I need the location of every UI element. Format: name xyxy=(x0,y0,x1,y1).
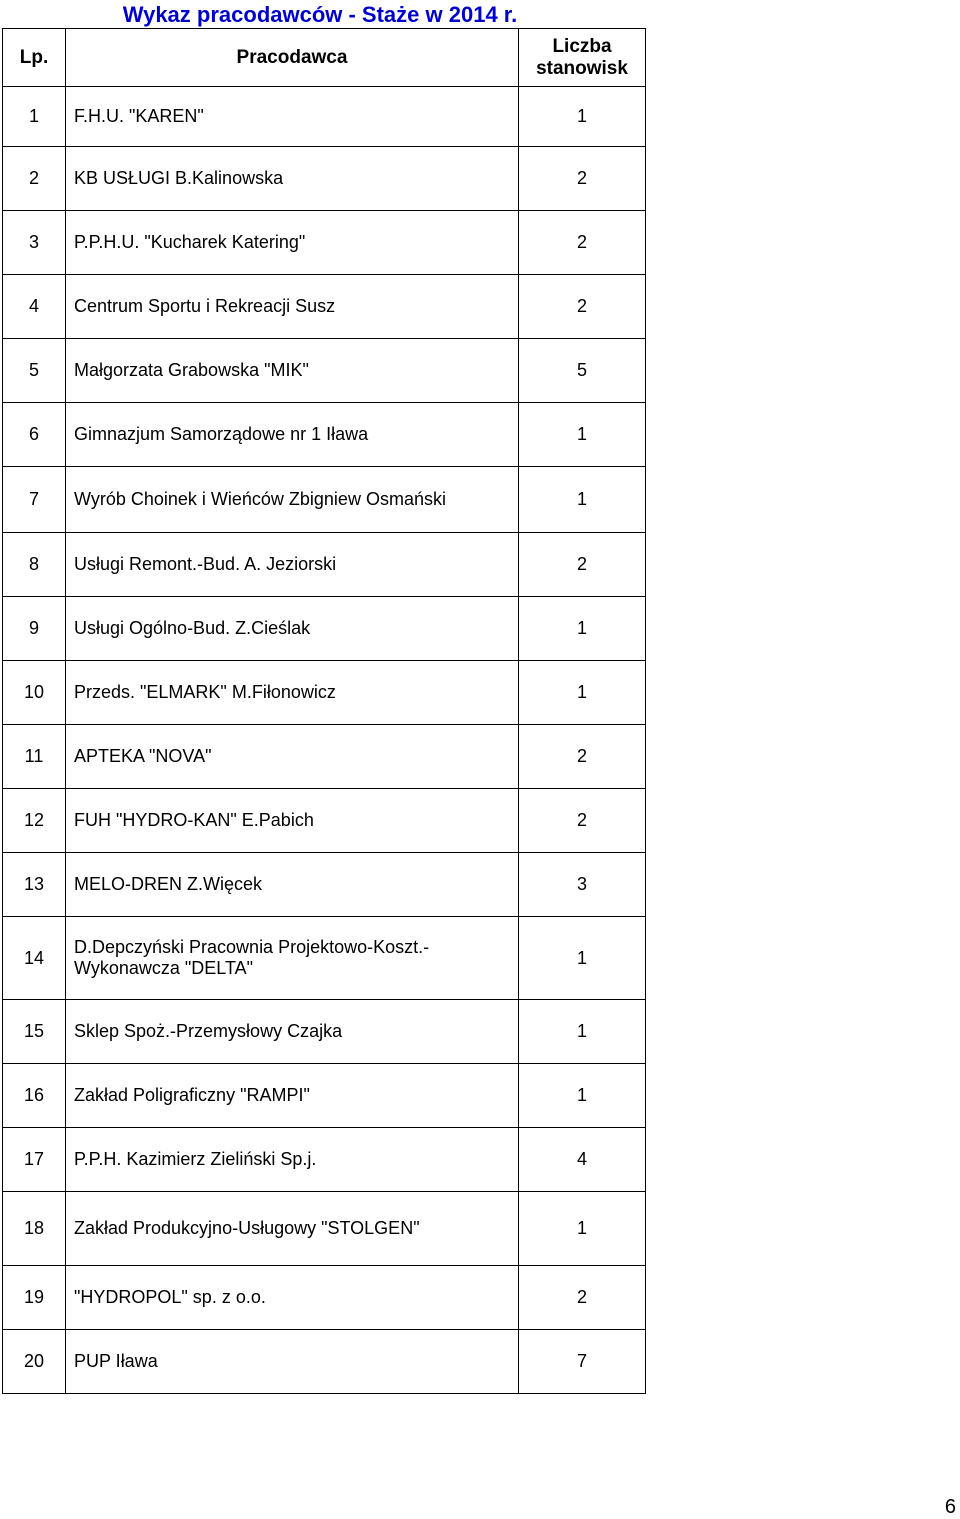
row-lp: 6 xyxy=(3,403,66,467)
table-row xyxy=(3,1128,646,1192)
row-position-count: 1 xyxy=(519,403,646,467)
page-number: 6 xyxy=(944,1496,956,1518)
row-lp: 5 xyxy=(3,339,66,403)
table-row xyxy=(3,1000,646,1064)
row-position-count: 1 xyxy=(519,917,646,1000)
table-row xyxy=(3,789,646,853)
row-lp: 16 xyxy=(3,1064,66,1128)
row-lp: 1 xyxy=(3,87,66,147)
table-row xyxy=(3,533,646,597)
header-lp: Lp. xyxy=(3,29,66,87)
table-row xyxy=(3,467,646,533)
row-employer-name: Gimnazjum Samorządowe nr 1 Iława xyxy=(66,403,519,467)
row-lp: 11 xyxy=(3,725,66,789)
table-row xyxy=(3,403,646,467)
table-row xyxy=(3,1064,646,1128)
row-position-count: 7 xyxy=(519,1330,646,1394)
row-employer-name: MELO-DREN Z.Więcek xyxy=(66,853,519,917)
row-lp: 18 xyxy=(3,1192,66,1266)
row-employer-name: P.P.H.U. "Kucharek Katering" xyxy=(66,211,519,275)
row-employer-name: APTEKA "NOVA" xyxy=(66,725,519,789)
row-lp: 3 xyxy=(3,211,66,275)
row-position-count: 2 xyxy=(519,211,646,275)
row-lp: 12 xyxy=(3,789,66,853)
row-lp: 14 xyxy=(3,917,66,1000)
table-row xyxy=(3,1192,646,1266)
employers-table xyxy=(2,28,646,1394)
table-row xyxy=(3,597,646,661)
table-row xyxy=(3,661,646,725)
row-position-count: 5 xyxy=(519,339,646,403)
table-row xyxy=(3,211,646,275)
row-position-count: 1 xyxy=(519,1192,646,1266)
row-lp: 17 xyxy=(3,1128,66,1192)
table-row xyxy=(3,147,646,211)
row-employer-name: Centrum Sportu i Rekreacji Susz xyxy=(66,275,519,339)
row-lp: 10 xyxy=(3,661,66,725)
row-position-count: 1 xyxy=(519,87,646,147)
row-lp: 2 xyxy=(3,147,66,211)
row-employer-name: PUP Iława xyxy=(66,1330,519,1394)
row-position-count: 4 xyxy=(519,1128,646,1192)
row-employer-name: Wyrób Choinek i Wieńców Zbigniew Osmański xyxy=(66,467,519,533)
row-employer-name: FUH "HYDRO-KAN" E.Pabich xyxy=(66,789,519,853)
row-employer-name: Przeds. "ELMARK" M.Fiłonowicz xyxy=(66,661,519,725)
row-employer-name: Małgorzata Grabowska "MIK" xyxy=(66,339,519,403)
table-row xyxy=(3,917,646,1000)
row-employer-name: Usługi Ogólno-Bud. Z.Cieślak xyxy=(66,597,519,661)
row-position-count: 2 xyxy=(519,1266,646,1330)
row-lp: 20 xyxy=(3,1330,66,1394)
table-row xyxy=(3,87,646,147)
row-position-count: 1 xyxy=(519,1064,646,1128)
row-lp: 4 xyxy=(3,275,66,339)
row-employer-name: Zakład Poligraficzny "RAMPI" xyxy=(66,1064,519,1128)
page-title: Wykaz pracodawców - Staże w 2014 r. xyxy=(122,2,518,27)
row-lp: 15 xyxy=(3,1000,66,1064)
row-employer-name: "HYDROPOL" sp. z o.o. xyxy=(66,1266,519,1330)
row-position-count: 2 xyxy=(519,789,646,853)
row-employer-name: D.Depczyński Pracownia Projektowo-Koszt.- Wykonawcza "DELTA" xyxy=(66,917,519,1000)
table-row xyxy=(3,1330,646,1394)
row-lp: 19 xyxy=(3,1266,66,1330)
row-employer-name: P.P.H. Kazimierz Zieliński Sp.j. xyxy=(66,1128,519,1192)
table-row xyxy=(3,853,646,917)
row-position-count: 1 xyxy=(519,661,646,725)
row-employer-name: Zakład Produkcyjno-Usługowy "STOLGEN" xyxy=(66,1192,519,1266)
row-lp: 8 xyxy=(3,533,66,597)
header-count: Liczba stanowisk xyxy=(519,29,646,87)
table-header-row xyxy=(3,29,646,87)
row-employer-name: Usługi Remont.-Bud. A. Jeziorski xyxy=(66,533,519,597)
table-row xyxy=(3,339,646,403)
header-employer: Pracodawca xyxy=(66,29,519,87)
table-row xyxy=(3,275,646,339)
table-row xyxy=(3,725,646,789)
row-lp: 9 xyxy=(3,597,66,661)
row-lp: 13 xyxy=(3,853,66,917)
row-employer-name: Sklep Spoż.-Przemysłowy Czajka xyxy=(66,1000,519,1064)
row-position-count: 1 xyxy=(519,597,646,661)
row-position-count: 2 xyxy=(519,275,646,339)
row-employer-name: KB USŁUGI B.Kalinowska xyxy=(66,147,519,211)
row-lp: 7 xyxy=(3,467,66,533)
row-position-count: 2 xyxy=(519,533,646,597)
row-position-count: 2 xyxy=(519,147,646,211)
row-position-count: 1 xyxy=(519,1000,646,1064)
row-employer-name: F.H.U. "KAREN" xyxy=(66,87,519,147)
row-position-count: 3 xyxy=(519,853,646,917)
row-position-count: 1 xyxy=(519,467,646,533)
row-position-count: 2 xyxy=(519,725,646,789)
table-row xyxy=(3,1266,646,1330)
